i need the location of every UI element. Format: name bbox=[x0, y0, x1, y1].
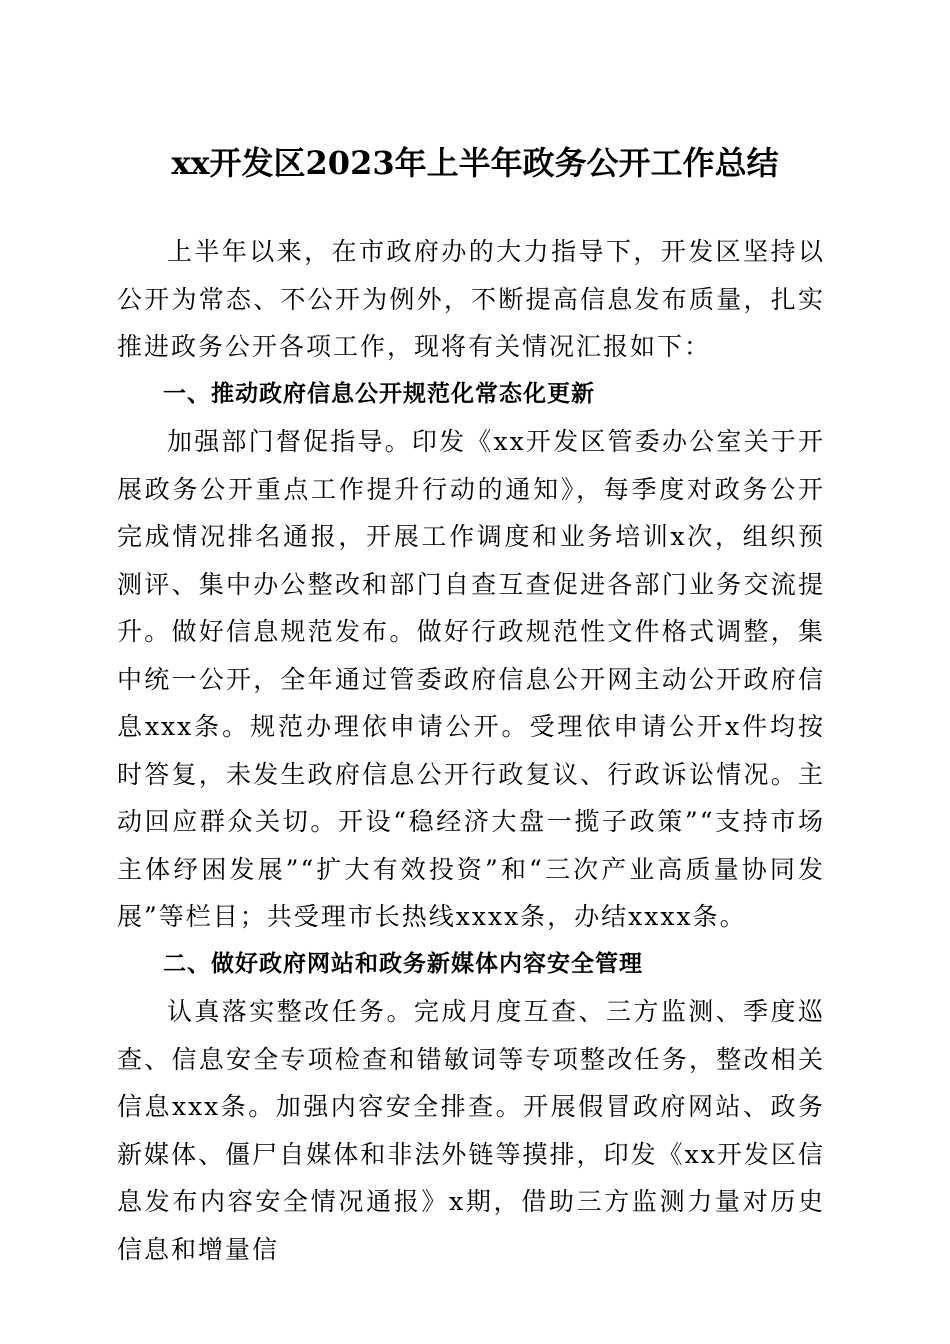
document-title: xx开发区2023年上半年政务公开工作总结 bbox=[171, 144, 779, 182]
section-heading-1: 一、推动政府信息公开规范化常态化更新 bbox=[163, 380, 595, 407]
document-body bbox=[117, 228, 825, 1273]
section-paragraph-2: 认真落实整改任务。完成月度互查、三方监测、季度巡查、信息安全专项检查和错敏词等专项整改任务，整改相关信息xxx条。加强内容安全排查。开展假冒政府网站、政务新媒体、僵尸自媒体和非法外链等摸排，印发《xx开发区信息发布内容安全情况通报》x期，借助三方监测力量对历史信息和增量信 bbox=[117, 997, 825, 1264]
intro-paragraph: 上半年以来，在市政府办的大力指导下，开发区坚持以公开为常态、不公开为例外，不断提高信息发布质量，扎实推进政务公开各项工作，现将有关情况汇报如下： bbox=[117, 237, 825, 361]
section-heading-2: 二、做好政府网站和政务新媒体内容安全管理 bbox=[163, 950, 643, 977]
section-paragraph-1: 加强部门督促指导。印发《xx开发区管委办公室关于开展政务公开重点工作提升行动的通知》，每季度对政务公开完成情况排名通报，开展工作调度和业务培训x次，组织预测评、集中办公整改和部门自查互查促进各部门业务交流提升。做好信息规范发布。做好行政规范性文件格式调整，集中统一公开，全年通过管委政府信息公开网主动公开政府信息xxx条。规范办理依申请公开。受理依申请公开x件均按时答复，未发生政府信息公开行政复议、行政诉讼情况。主动回应群众关切。开设“稳经济大盘一揽子政策”“支持市场主体纾困发展”“扩大有效投资”和“三次产业高质量协同发展”等栏目；共受理市长热线xxxx条，办结xxxx条。 bbox=[117, 427, 825, 931]
